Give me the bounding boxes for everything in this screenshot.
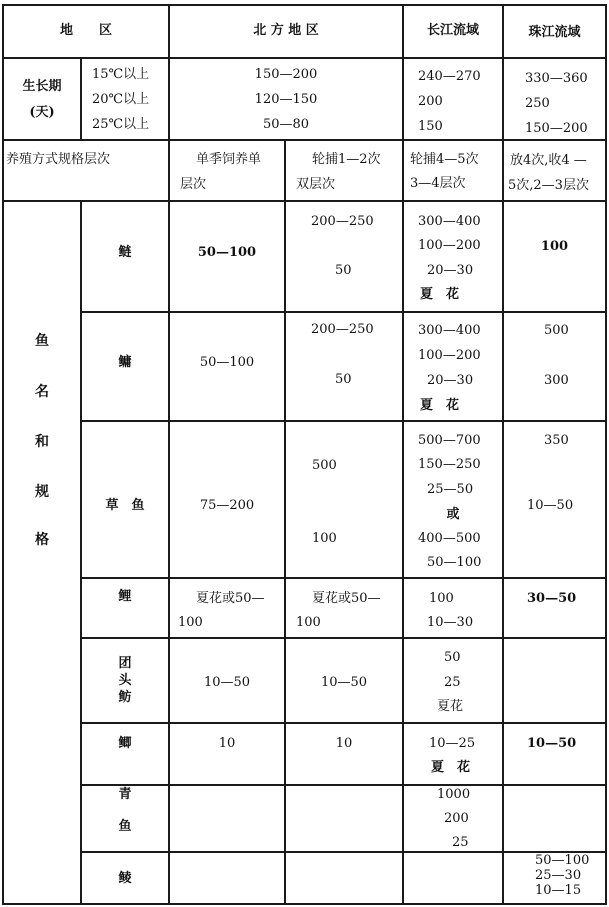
rule-growth-bottom	[2, 139, 607, 141]
li-yangtze-1: 100	[429, 591, 454, 606]
fish-group-label-5: 格	[35, 532, 49, 548]
fish-name-qingyu-1: 青	[118, 787, 132, 802]
growth-yangtze-25: 150	[418, 119, 443, 134]
caoyu-pearl-2: 10—50	[527, 498, 574, 513]
yong-yangtze-2: 100—200	[418, 348, 481, 363]
rule-row-qingyu	[80, 851, 607, 853]
ttf-double: 10—50	[320, 675, 368, 690]
li-yangtze-2: 10—30	[427, 615, 474, 630]
header-yangtze: 长江流域	[426, 23, 479, 38]
growth-pearl-15: 330—360	[525, 71, 588, 86]
caoyu-yangtze-3: 25—50	[427, 482, 474, 497]
rule-north-split	[284, 139, 286, 905]
ttf-yangtze-1: 50	[444, 650, 461, 665]
li-double-2: 100	[296, 615, 321, 630]
caoyu-double-1: 500	[312, 458, 337, 473]
fish-name-ttf-1: 团	[118, 656, 132, 671]
mode-label: 养殖方式规格层次	[6, 152, 111, 167]
yong-yangtze-3: 20—30	[427, 373, 474, 388]
header-region: 地 区	[59, 23, 112, 38]
fish-name-lian: 鲢	[118, 245, 132, 260]
yong-yangtze-4: 夏 花	[420, 398, 460, 413]
header-north: 北 方 地 区	[253, 23, 319, 38]
caoyu-yangtze-6: 50—100	[427, 555, 482, 570]
li-pearl-1: 30—50	[527, 591, 577, 606]
fish-name-ttf-2: 头	[118, 673, 132, 688]
lian-yangtze-4: 夏 花	[420, 287, 460, 302]
yong-single: 50—100	[199, 355, 255, 370]
lian-double-1: 200—250	[311, 214, 374, 229]
rule-yangtze-start	[402, 4, 404, 905]
growth-north-15: 150—200	[254, 67, 318, 82]
growth-yangtze-15: 240—270	[418, 69, 481, 84]
jun-pearl-1: 50—100	[535, 853, 590, 868]
jun-pearl-3: 10—15	[535, 883, 582, 898]
rule-bottom	[2, 903, 607, 905]
qingyu-yangtze-3: 25	[452, 835, 469, 850]
jun-pearl-2: 25—30	[535, 868, 582, 883]
header-pearl: 珠江流域	[528, 25, 581, 40]
fish-group-label-4: 规	[35, 484, 49, 500]
mode-yangtze-2: 3—4层次	[410, 176, 466, 191]
li-single-1: 夏花或50—	[196, 591, 265, 606]
fish-group-label-3: 和	[35, 434, 49, 450]
growth-threshold-20: 20℃以上	[92, 92, 150, 107]
growth-threshold-15: 15℃以上	[92, 67, 150, 82]
yong-pearl-1: 500	[544, 323, 569, 338]
caoyu-double-2: 100	[312, 531, 337, 546]
lian-double-2: 50	[335, 263, 352, 278]
ttf-yangtze-2: 25	[444, 675, 461, 690]
mode-pearl-1: 放4次,收4 —	[510, 153, 587, 168]
rule-row-ttf	[80, 722, 607, 724]
caoyu-yangtze-1: 500—700	[418, 433, 481, 448]
caoyu-yangtze-4: 或	[446, 507, 460, 522]
growth-north-20: 120—150	[254, 92, 318, 107]
li-single-2: 100	[178, 615, 203, 630]
ji-single: 10	[218, 736, 236, 751]
rule-row-yong	[80, 420, 607, 422]
rule-mode-bottom	[2, 200, 607, 202]
ji-double: 10	[335, 736, 353, 751]
fish-name-qingyu-2: 鱼	[118, 819, 132, 834]
lian-yangtze-1: 300—400	[418, 214, 481, 229]
lian-pearl-1: 100	[540, 239, 569, 254]
rule-pearl-start	[502, 4, 504, 905]
rule-left	[2, 4, 4, 905]
growth-pearl-20: 250	[525, 96, 550, 111]
fish-name-ttf-3: 鲂	[118, 690, 132, 705]
rule-label-sub	[80, 57, 82, 139]
fish-name-ji: 鲫	[118, 736, 132, 751]
fish-name-caoyu: 草 鱼	[105, 498, 145, 513]
ji-yangtze-1: 10—25	[429, 736, 476, 751]
caoyu-single: 75—200	[199, 498, 255, 513]
fish-group-label-1: 鱼	[35, 333, 49, 349]
yong-pearl-2: 300	[544, 373, 569, 388]
growth-north-25: 50—80	[262, 117, 310, 132]
growth-pearl-25: 150—200	[525, 121, 588, 136]
qingyu-yangtze-1: 1000	[437, 787, 471, 802]
yong-yangtze-1: 300—400	[418, 323, 481, 338]
rule-top	[2, 4, 607, 6]
caoyu-yangtze-5: 400—500	[418, 531, 481, 546]
li-double-1: 夏花或50—	[312, 591, 381, 606]
growth-yangtze-20: 200	[418, 94, 443, 109]
mode-north-double-1: 轮捕1—2次	[312, 152, 381, 167]
mode-yangtze-1: 轮捕4—5次	[410, 152, 479, 167]
fish-name-jun: 鲮	[118, 871, 132, 886]
fish-group-label-2: 名	[35, 384, 49, 400]
lian-single: 50—100	[197, 245, 257, 260]
growth-label: 生长期	[22, 79, 62, 94]
rule-header-bottom	[2, 57, 607, 59]
lian-yangtze-3: 20—30	[427, 263, 474, 278]
growth-threshold-25: 25℃以上	[92, 117, 150, 132]
mode-north-single-2: 层次	[180, 177, 207, 192]
yong-double-2: 50	[335, 372, 352, 387]
growth-label-unit: (天)	[29, 105, 55, 120]
ttf-yangtze-3: 夏花	[437, 699, 464, 714]
caoyu-yangtze-2: 150—250	[418, 457, 481, 472]
lian-yangtze-2: 100—200	[418, 238, 481, 253]
fish-name-yong: 鳙	[118, 355, 132, 370]
rule-row-li	[80, 637, 607, 639]
rule-north-start	[168, 4, 170, 905]
rule-row-lian	[80, 311, 607, 313]
fish-name-li: 鲤	[118, 589, 132, 604]
mode-pearl-2: 5次,2—3层次	[508, 178, 589, 193]
ttf-single: 10—50	[203, 675, 251, 690]
yong-double-1: 200—250	[311, 322, 374, 337]
rule-row-caoyu	[80, 577, 607, 579]
rule-right	[605, 4, 607, 905]
caoyu-pearl-1: 350	[544, 433, 569, 448]
ji-yangtze-2: 夏 花	[431, 760, 471, 775]
ji-pearl-1: 10—50	[527, 736, 577, 751]
mode-north-double-2: 双层次	[296, 177, 336, 192]
qingyu-yangtze-2: 200	[444, 811, 469, 826]
mode-north-single-1: 单季饲养单	[196, 152, 262, 167]
